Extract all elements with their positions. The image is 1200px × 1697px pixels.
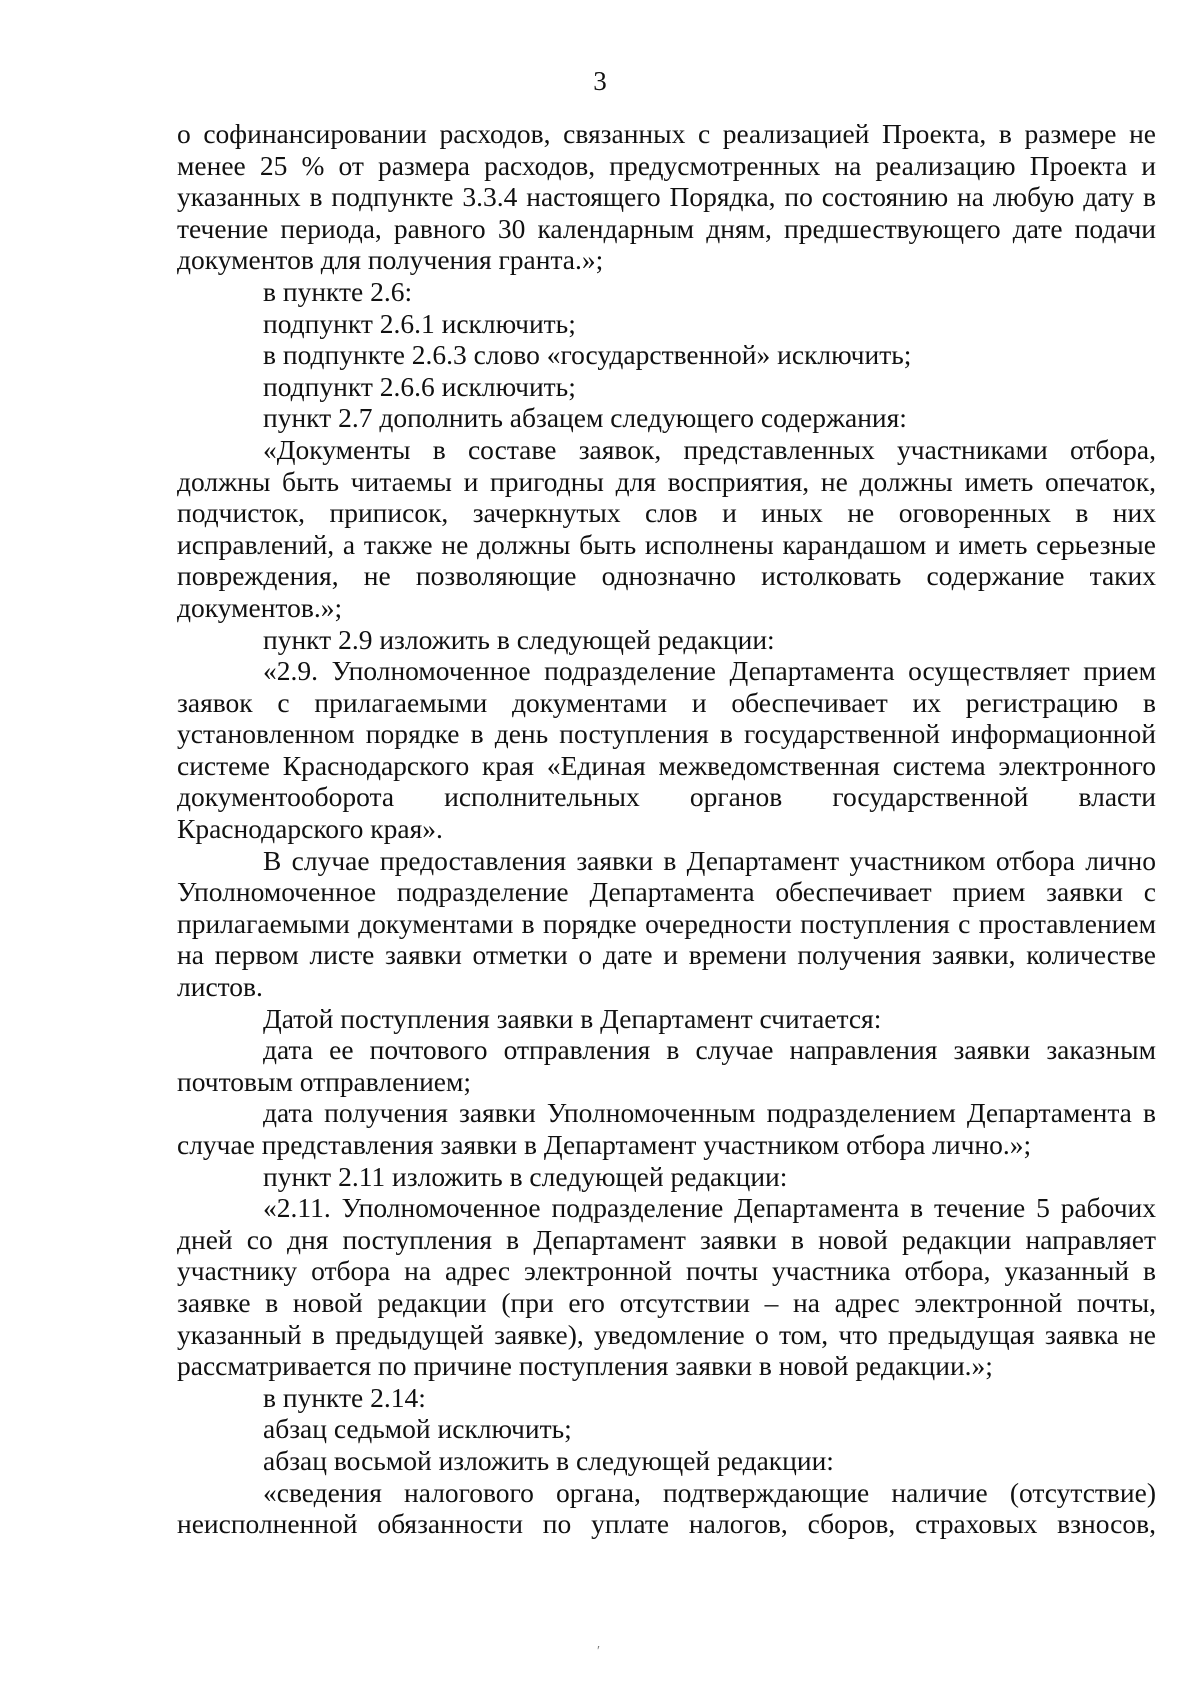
paragraph: «2.9. Уполномоченное подразделение Департамента осуществляет прием заявок с прилагаемыми документами и обеспечивает их регистрацию в установленном порядке в день поступления в государственной информационной системе Краснодарского края «Единая межведомственная система электронного документооборота исполнительных органов государственной власти Краснодарского края». xyxy=(177,655,1156,845)
page-number: 3 xyxy=(593,66,607,96)
paragraph: «сведения налогового органа, подтверждающие наличие (отсутствие) неисполненной обязанности по уплате налогов, сборов, страховых взносов, xyxy=(177,1476,1156,1540)
paragraph: пункт 2.9 изложить в следующей редакции: xyxy=(263,623,775,655)
paragraph: «2.11. Уполномоченное подразделение Департамента в течение 5 рабочих дней со дня поступления в Департамент заявки в новой редакции направляет участнику отбора на адрес электронной почты участника отбора, указанный в заявке в новой редакции (при его отсутствии – на адрес электронной почты, указанный в предыдущей заявке), уведомление о том, что предыдущая заявка не рассматривается по причине поступления заявки в новой редакции.»; xyxy=(177,1192,1156,1382)
paragraph: подпункт 2.6.1 исключить; xyxy=(263,307,576,339)
paragraph: «Документы в составе заявок, представленных участниками отбора, должны быть читаемы и пригодны для восприятия, не должны иметь опечаток, подчисток, приписок, зачеркнутых слов и иных не оговоренных в них исправлений, а также не должны быть исполнены карандашом и иметь серьезные повреждения, не позволяющие однозначно истолковать содержание таких документов.»; xyxy=(177,433,1156,623)
paragraph: пункт 2.7 дополнить абзацем следующего содержания: xyxy=(263,402,907,434)
document-body xyxy=(177,118,1156,1540)
paragraph: Датой поступления заявки в Департамент считается: xyxy=(263,1002,882,1034)
paragraph: подпункт 2.6.6 исключить; xyxy=(263,370,576,402)
paragraph: в пункте 2.6: xyxy=(263,275,413,307)
paragraph: абзац восьмой изложить в следующей редакции: xyxy=(263,1444,834,1476)
scan-mark: ′ xyxy=(597,1644,601,1659)
paragraph: в подпункте 2.6.3 слово «государственной» исключить; xyxy=(263,339,912,371)
paragraph: пункт 2.11 изложить в следующей редакции: xyxy=(263,1160,788,1192)
paragraph: абзац седьмой исключить; xyxy=(263,1413,572,1445)
paragraph: дата ее почтового отправления в случае направления заявки заказным почтовым отправлением; xyxy=(177,1034,1156,1097)
paragraph: дата получения заявки Уполномоченным подразделением Департамента в случае представления заявки в Департамент участником отбора лично.»; xyxy=(177,1097,1156,1160)
paragraph: о софинансировании расходов, связанных с реализацией Проекта, в размере не менее 25 % от размера расходов, предусмотренных на реализацию Проекта и указанных в подпункте 3.3.4 настоящего Порядка, по состоянию на любую дату в течение периода, равного 30 календарным дням, предшествующего дате подачи документов для получения гранта.»; xyxy=(177,118,1156,276)
paragraph: в пункте 2.14: xyxy=(263,1381,426,1413)
paragraph: В случае предоставления заявки в Департамент участником отбора лично Уполномоченное подразделение Департамента обеспечивает прием заявки с прилагаемыми документами в порядке очередности поступления с проставлением на первом листе заявки отметки о дате и времени получения заявки, количестве листов. xyxy=(177,844,1156,1003)
